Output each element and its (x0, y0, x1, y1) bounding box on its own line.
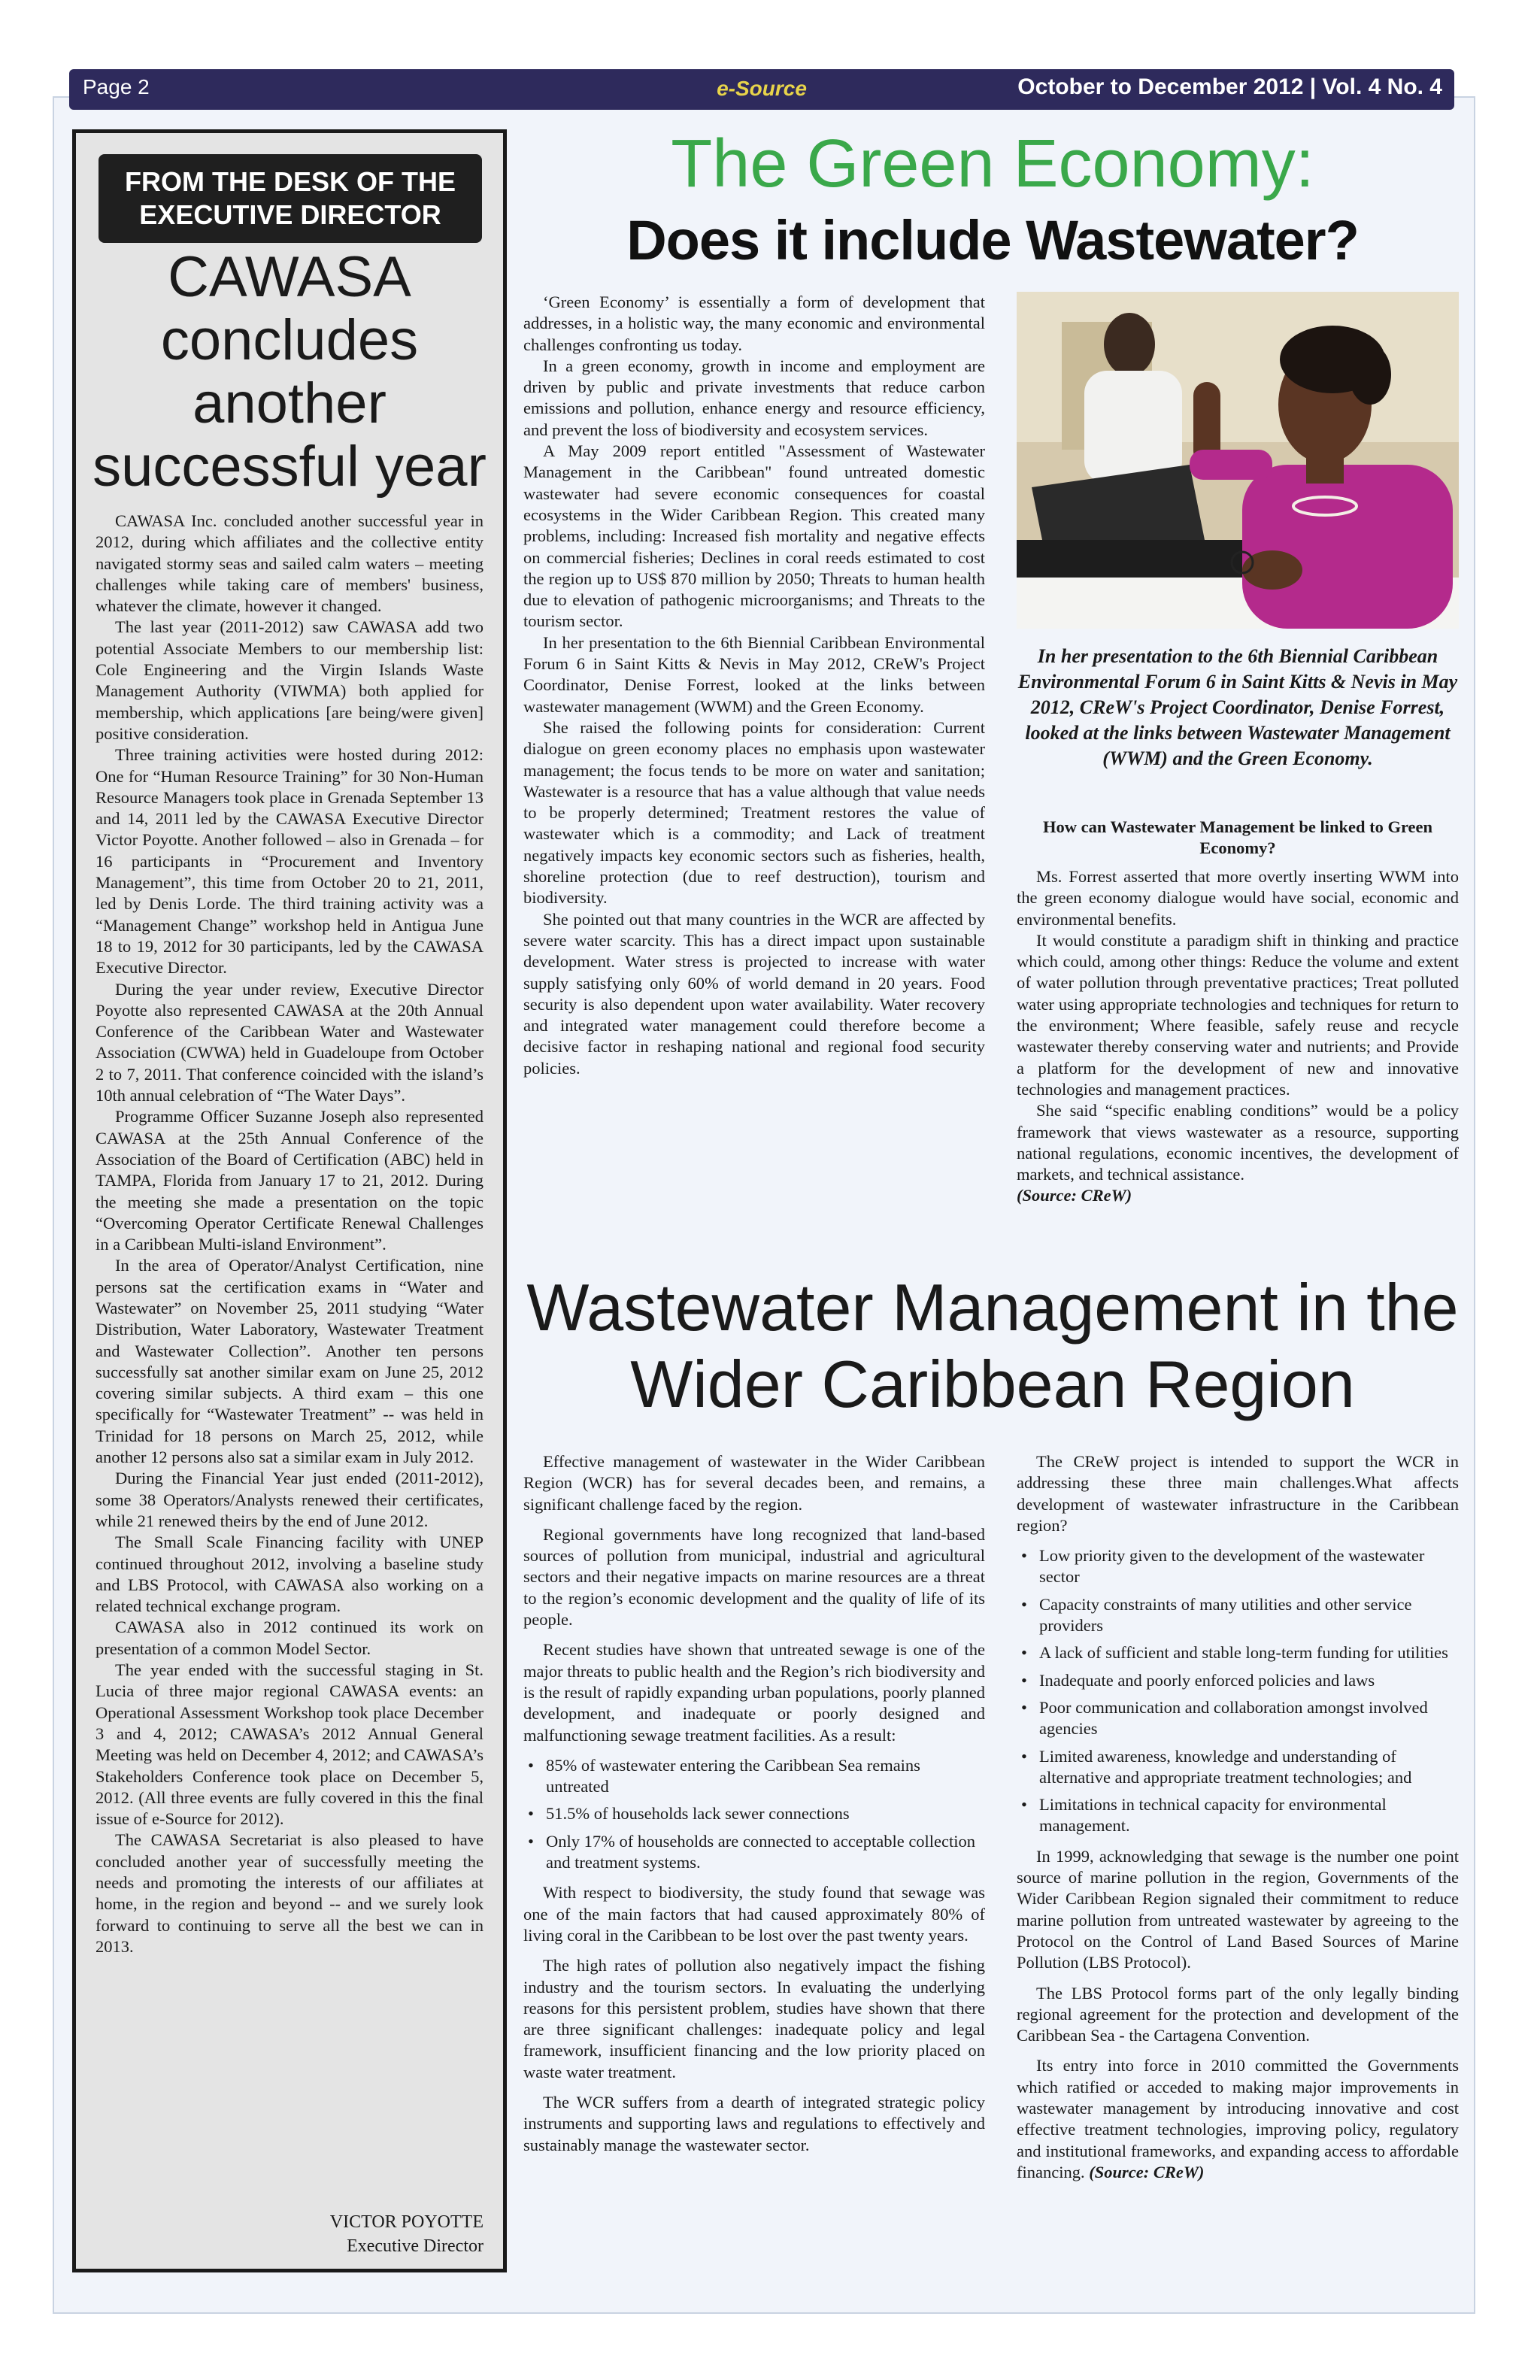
paragraph-text: Its entry into force in 2010 committed the Governments which ratified or acceded to making major improvements in wastewater management by introducing innovative and cost effective treatment technologies, improving policy, regulatory and institutional frameworks, and expanding access to affordable financing. (1017, 2056, 1459, 2181)
paragraph: CAWASA also in 2012 continued its work on presentation of a common Model Sector. (95, 1617, 484, 1658)
paragraph: The LBS Protocol forms part of the only legally binding regional agreement for the protection and development of the Caribbean Sea - the Cartagena Convention. (1017, 1983, 1459, 2045)
list-item: • Poor communication and collaboration amongst involved agencies (1017, 1697, 1459, 1740)
paragraph: Effective management of wastewater in the Wider Caribbean Region (WCR) has for several decades been, and remains, a significant challenge faced by the region. (523, 1452, 985, 1514)
paragraph: In 1999, acknowledging that sewage is the number one point source of marine pollution in the region, Governments of the Wider Caribbean Region signaled their commitment to reduce marine pollution from untreated wastewater by agreeing to the Protocol on the Control of Land Based Sources of Marine Pollution (LBS Protocol). (1017, 1846, 1459, 1972)
paragraph: The WCR suffers from a dearth of integrated strategic policy instruments and supporting laws and regulations to effectively and sustainably manage the wastewater sector. (523, 2093, 985, 2154)
green-economy-right-column (1017, 866, 1459, 1257)
page-header (69, 69, 1454, 110)
source-credit: (Source: CReW) (1017, 1186, 1132, 1205)
paragraph: In her presentation to the 6th Biennial Caribbean Environmental Forum 6 in Saint Kitts & Nevis in May 2012, CReW's Project Coordinator, Denise Forrest, looked at the links between wastewater management (WWM) and the Green Economy. (523, 632, 985, 716)
wastewater-right-column (1017, 1451, 1459, 2309)
paragraph: The high rates of pollution also negatively impact the fishing industry and the tourism sectors. In evaluating the underlying reasons for this persistent problem, studies have shown that there are three significant challenges: inadequate policy and legal framework, insufficient financing and the low priority placed on waste water treatment. (523, 1956, 985, 2081)
paragraph: The CAWASA Secretariat is also pleased to have concluded another year of successfully meeting the needs and promoting the interests of our affiliates at home, in the region and beyond -- and we surely look forward to continuing to serve all the best we can in 2013. (95, 1830, 484, 1956)
paragraph: The year ended with the successful staging in St. Lucia of three major regional CAWASA events: an Operational Assessment Workshop took place December 3 and 4, 2012; CAWASA’s 2012 Annual General Meeting was held on December 4, 2012; and CAWASA’s Stakeholders Conference took place on December 5, 2012. (All three events are fully covered in this the final issue of e-Source for 2012). (95, 1660, 484, 1829)
paragraph: In the area of Operator/Analyst Certification, nine persons sat the certification exams in “Water and Wastewater” on November 25, 2011 studying “Water Distribution, Water Laboratory, Wastewater Treatment and Wastewater Collection”. Another ten persons successfully sat another similar exam on June 25, 2012 covering similar subjects. A third exam – this one specifically for “Wastewater Treatment” -- was held in Trinidad for 18 persons on March 25, 2012, while another 12 persons also sat a similar exam in July 2012. (95, 1256, 484, 1467)
paragraph: The Small Scale Financing facility with UNEP continued throughout 2012, involving a baseline study and LBS Protocol, with CAWASA also working on a related technical exchange program. (95, 1533, 484, 1616)
signature (95, 2210, 484, 2258)
wastewater-title: Wastewater Management in the Wider Caribbean Region (526, 1270, 1459, 1421)
green-economy-title: The Green Economy: (671, 126, 1314, 202)
list-item: • Capacity constraints of many utilities and other service providers (1017, 1594, 1459, 1637)
issue-info: October to December 2012 | Vol. 4 No. 4 (1017, 74, 1442, 99)
sidebar-title: CAWASA concludes another successful year (92, 245, 487, 499)
photo-caption: In her presentation to the 6th Biennial Caribbean Environmental Forum 6 in Saint Kitts & Nevis in May 2012, CReW's Project Coordinator, Denise Forrest, looked at the links between Wastewater Management (WWM) and the Green Economy. (1017, 645, 1458, 769)
paragraph: During the Financial Year just ended (2011-2012), some 38 Operators/Analysts renewed their certificates, while 21 renewed theirs by the end of June 2012. (95, 1469, 484, 1530)
paragraph: Regional governments have long recognized that land-based sources of pollution from municipal, industrial and agricultural sectors and their negative impacts on marine resources are a threat to the region’s economic development and the quality of life of its people. (523, 1524, 985, 1630)
presenter-photo-illustration (1017, 292, 1459, 629)
paragraph: The CReW project is intended to support the WCR in addressing these three main challenges.What affects development of wastewater infrastructure in the Caribbean region? (1017, 1452, 1459, 1535)
desk-label: FROM THE DESK OF THE EXECUTIVE DIRECTOR (99, 154, 482, 243)
list-item: • 51.5% of households lack sewer connections (523, 1803, 985, 1824)
page-number: Page 2 (83, 75, 150, 99)
paragraph: A May 2009 report entitled "Assessment of Wastewater Management in the Caribbean" found untreated domestic wastewater had severe economic consequences for coastal ecosystems in the Wider Caribbean Region. This created many problems, including: Increased fish mortality and negative effects on commercial fisheries; Declines in coral reeds estimated to cost the region up to US$ 870 million by 2050; Threats to human health due to elevation of pathogenic microorganisms; and Threats to the tourism sector. (523, 441, 985, 631)
paragraph: It would constitute a paradigm shift in thinking and practice which could, among other things: Reduce the volume and extent of water pollution through preventative practices; Treat polluted water using appropriate technologies and techniques for return to the environment; Where feasible, safely reuse and recycle wastewater thereby conserving water and nutrients; and Provide a platform for the development of new and innovative technologies and management practices. (1017, 930, 1459, 1099)
green-economy-body (523, 292, 985, 1254)
publication-name: e-Source (717, 77, 807, 100)
executive-director-sidebar (72, 129, 507, 2272)
challenges-list (1017, 1545, 1459, 1837)
section-question-heading: How can Wastewater Management be linked to Green Economy? (1042, 817, 1433, 858)
paragraph: Programme Officer Suzanne Joseph also represented CAWASA at the 25th Annual Conference of the Association of the Board of Certification (ABC) held in TAMPA, Florida from January 17 to 21, 2012. During the meeting she made a presentation on the topic “Overcoming Operator Certificate Renewal Challenges in a Caribbean Multi-island Environment”. (95, 1107, 484, 1254)
paragraph: She said “specific enabling conditions” would be a policy framework that views wastewater as a resource, supporting national regulations, economic incentives, the development of markets, and technical assistance. (1017, 1101, 1459, 1184)
green-economy-subtitle: Does it include Wastewater? (626, 209, 1359, 271)
paragraph: Three training activities were hosted during 2012: One for “Human Resource Training” for 30 Non-Human Resource Managers took place in Grenada September 13 and 14, 2011 led by the CAWASA Executive Director Victor Poyotte. Another followed – also in Grenada – for 16 participants in “Procurement and Inventory Management”, this time from October 20 to 21, 2011, led by Denis Lorde. The third training activity was a “Management Change” workshop held in Antigua June 18 to 19, 2012 for 30 participants, led by the CAWASA Executive Director. (95, 745, 484, 978)
paragraph (1017, 2055, 1459, 2183)
paragraph: She pointed out that many countries in the WCR are affected by severe water scarcity. This has a direct impact upon sustainable development. Water stress is projected to increase with water supply satisfying only 60% of world demand in 20 years. Food security is also dependent upon water availability. Water recovery and integrated water management could therefore become a decisive factor in reshaping national and regional food security policies. (523, 909, 985, 1078)
list-item: • Limitations in technical capacity for environmental management. (1017, 1794, 1459, 1837)
statistics-list (523, 1755, 985, 1873)
paragraph: ‘Green Economy’ is essentially a form of development that addresses, in a holistic way, the many economic and environmental challenges confronting us today. (523, 293, 985, 354)
list-item: • Limited awareness, knowledge and understanding of alternative and appropriate treatment technologies; and (1017, 1746, 1459, 1789)
paragraph: With respect to biodiversity, the study found that sewage was one of the main factors that had caused approximately 80% of living coral in the Caribbean to be lost over the past twenty years. (523, 1883, 985, 1945)
paragraph: In a green economy, growth in income and employment are driven by public and private investments that reduce carbon emissions and pollution, enhance energy and resource efficiency, and prevent the loss of biodiversity and ecosystem services. (523, 356, 985, 439)
list-item: • Inadequate and poorly enforced policies and laws (1017, 1670, 1459, 1691)
sidebar-body (95, 511, 484, 2135)
source-credit: (Source: CReW) (1089, 2162, 1205, 2181)
list-item: • 85% of wastewater entering the Caribbean Sea remains untreated (523, 1755, 985, 1798)
paragraph: She raised the following points for consideration: Current dialogue on green economy places no emphasis upon wastewater management; the focus tends to be more on water and sanitation; Wastewater is a resource that has a value although that value needs to be properly determined; Treatment restores the value of wastewater which is a commodity; and Lack of treatment negatively impacts key economic sectors such as fisheries, health, shoreline protection (due to reef destruction), tourism and biodiversity. (523, 717, 985, 908)
paragraph: CAWASA Inc. concluded another successful year in 2012, during which affiliates and the collective entity navigated stormy seas and sailed calm waters – meeting challenges while taking care of members' business, whatever the climate, however it changed. (95, 511, 484, 616)
signature-title: Executive Director (347, 2236, 484, 2256)
paragraph: The last year (2011-2012) saw CAWASA add two potential Associate Members to our membership list: Cole Engineering and the Virgin Islands Waste Management Authority (VIWMA) both applied for membership, which applications [are being/were given] positive consideration. (95, 617, 484, 743)
presenter-photo (1017, 292, 1459, 629)
list-item: • Only 17% of households are connected to acceptable collection and treatment systems. (523, 1831, 985, 1874)
paragraph: Recent studies have shown that untreated sewage is one of the major threats to public health and the Region’s rich biodiversity and is the result of rapidly expanding urban populations, poorly planned development, and inadequate or poorly designed and malfunctioning sewage treatment facilities. As a result: (523, 1640, 985, 1745)
paragraph: Ms. Forrest asserted that more overtly inserting WWM into the green economy dialogue would have social, economic and environmental benefits. (1017, 867, 1459, 929)
paragraph: During the year under review, Executive Director Poyotte also represented CAWASA at the 20th Annual Conference of the Caribbean Water and Wastewater Association (CWWA) held in Guadeloupe from October 2 to 7, 2011. That conference coincided with the island’s 10th annual celebration of “The Water Days”. (95, 979, 484, 1105)
list-item: • Low priority given to the development of the wastewater sector (1017, 1545, 1459, 1588)
list-item: • A lack of sufficient and stable long-term funding for utilities (1017, 1642, 1459, 1663)
signature-name: VICTOR POYOTTE (329, 2212, 484, 2232)
wastewater-left-column (523, 1451, 985, 2301)
